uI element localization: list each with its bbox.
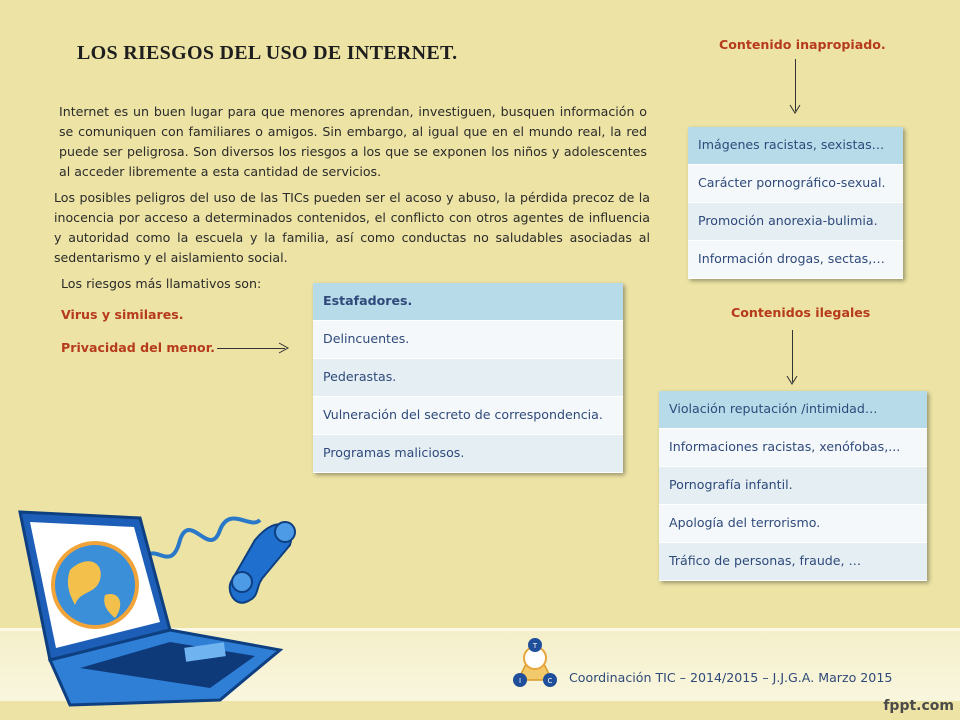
illegal-content-table <box>659 391 927 581</box>
table-row: Estafadores. <box>313 283 623 321</box>
table-row: Vulneración del secreto de correspondencia. <box>313 397 623 435</box>
logo-letter-t: T <box>532 642 538 650</box>
table-row: Pornografía infantil. <box>659 467 927 505</box>
watermark: fppt.com <box>883 698 954 714</box>
illegal-heading: Contenidos ilegales <box>731 305 871 320</box>
page-title: LOS RIESGOS DEL USO DE INTERNET. <box>77 42 458 64</box>
arrow-right-icon <box>278 342 290 354</box>
arrow-down-icon <box>786 375 798 385</box>
table-row: Delincuentes. <box>313 321 623 359</box>
dangers-paragraph: Los posibles peligros del uso de las TICs pueden ser el acoso y abuso, la pérdida precoz de la inocencia por acceso a determinados contenidos, el conflicto con otros agentes de influencia y autoridad como la escuela y la familia, así como conductas no saludables asociadas al sedentarismo y el aislamiento social. <box>54 190 650 265</box>
inappropriate-heading: Contenido inapropiado. <box>719 37 886 52</box>
risk-privacy: Privacidad del menor. <box>61 340 215 355</box>
table-row: Información drogas, sectas,… <box>688 241 903 279</box>
table-row: Apología del terrorismo. <box>659 505 927 543</box>
footer-credit: Coordinación TIC – 2014/2015 – J.J.G.A. Marzo 2015 <box>569 670 893 685</box>
table-row: Imágenes racistas, sexistas… <box>688 127 903 165</box>
logo-letter-c: C <box>547 677 553 685</box>
table-row: Tráfico de personas, fraude, … <box>659 543 927 581</box>
table-row: Violación reputación /intimidad… <box>659 391 927 429</box>
laptop-phone-illustration <box>10 500 330 710</box>
risk-virus: Virus y similares. <box>61 307 184 322</box>
arrow-line <box>217 348 285 349</box>
table-row: Carácter pornográfico-sexual. <box>688 165 903 203</box>
arrow-down-icon <box>789 104 801 114</box>
intro-paragraph: Internet es un buen lugar para que menores aprendan, investiguen, busquen información o se comuniquen con familiares o amigos. Sin embargo, al igual que en el mundo real, la red puede ser peligrosa. Son diversos los riesgos a los que se exponen los niños y adolescentes al acceder libremente a esta cantidad de servicios. <box>59 104 647 179</box>
risks-intro: Los riesgos más llamativos son: <box>61 276 262 291</box>
logo-letter-i: I <box>518 677 522 685</box>
table-row: Pederastas. <box>313 359 623 397</box>
privacy-risks-table <box>313 283 623 473</box>
table-row: Programas maliciosos. <box>313 435 623 473</box>
inappropriate-content-table <box>688 127 903 279</box>
table-row: Promoción anorexia-bulimia. <box>688 203 903 241</box>
table-row: Informaciones racistas, xenófobas,... <box>659 429 927 467</box>
tic-logo <box>506 636 564 692</box>
